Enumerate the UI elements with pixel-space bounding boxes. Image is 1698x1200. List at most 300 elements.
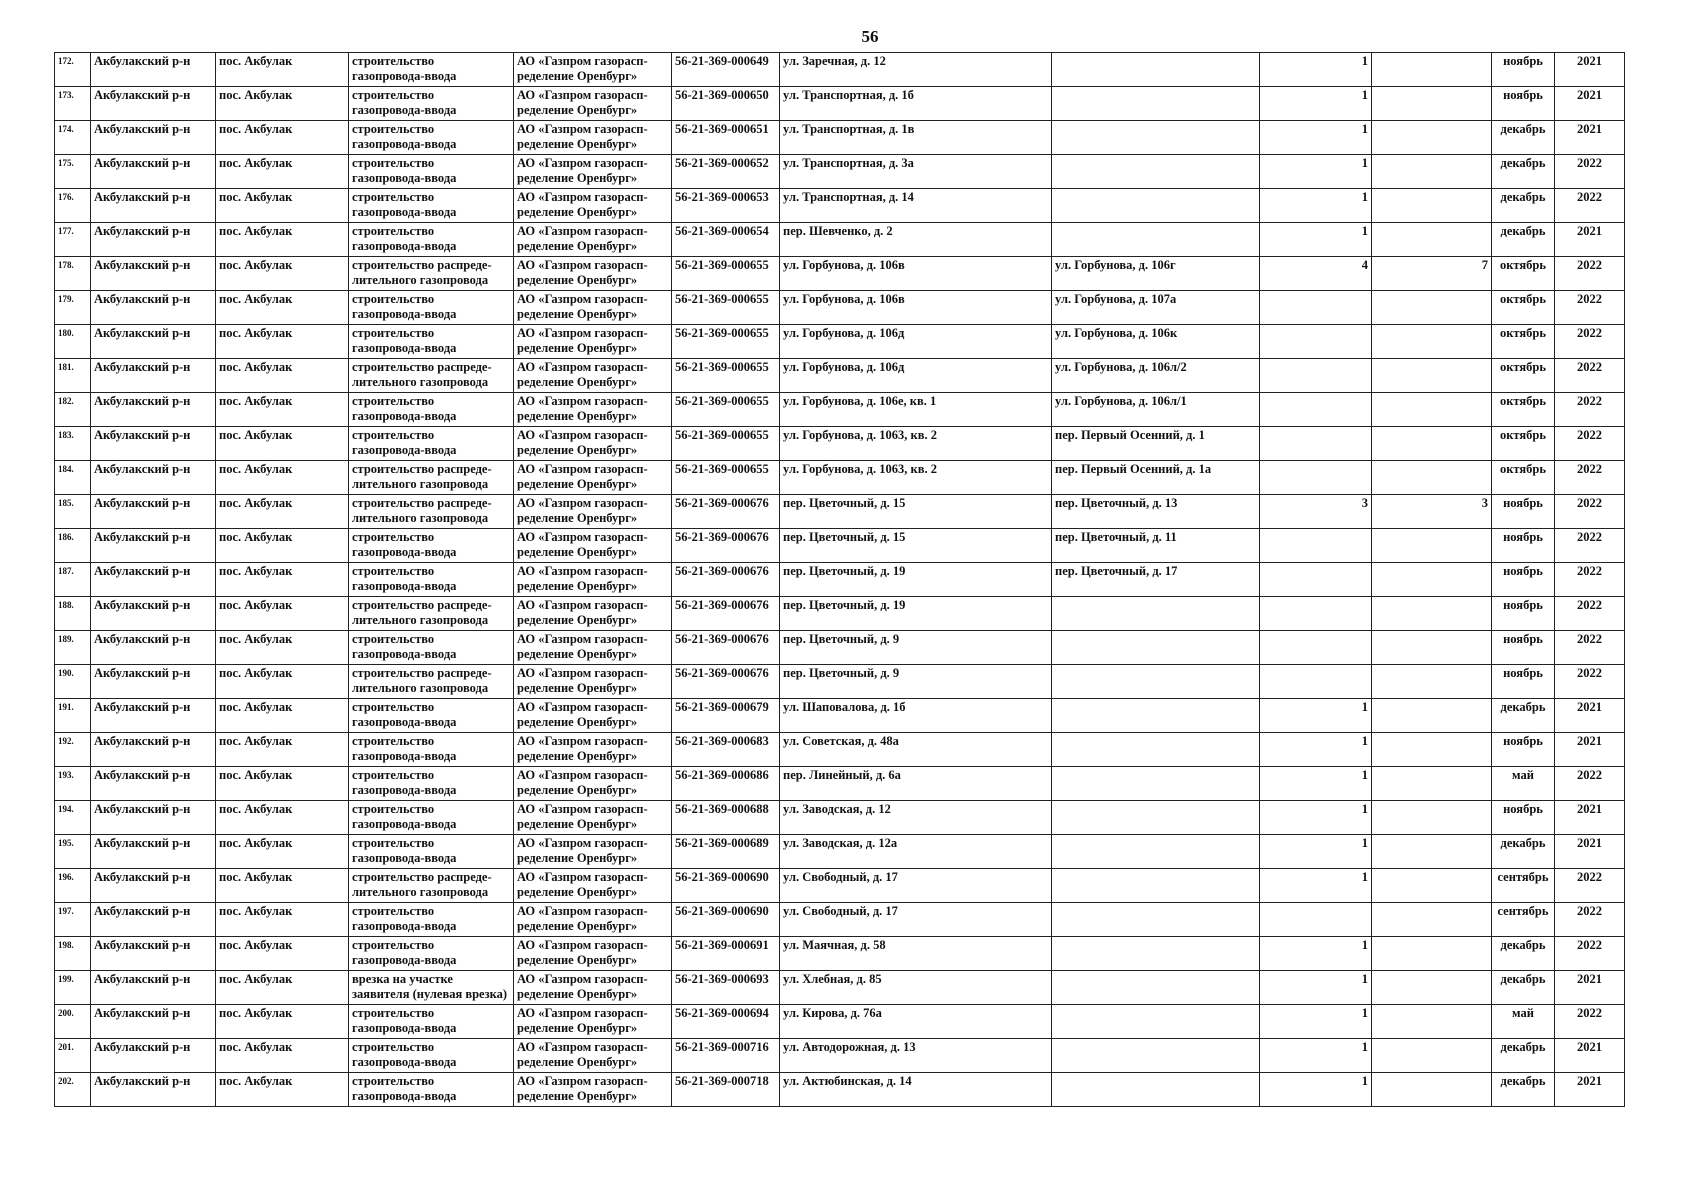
work-type-cell-line: строительство — [352, 1040, 435, 1054]
row-number: 182. — [55, 393, 91, 427]
object-code-cell: 56-21-369-000691 — [672, 937, 780, 971]
count1-cell — [1260, 529, 1372, 563]
district-cell: Акбулакский р-н — [91, 1005, 216, 1039]
organization-cell — [514, 699, 672, 733]
count2-cell — [1372, 189, 1492, 223]
address2-cell: пер. Цветочный, д. 11 — [1052, 529, 1260, 563]
organization-cell — [514, 563, 672, 597]
work-type-cell-line: строительство распреде- — [352, 496, 492, 510]
work-type-cell-line: газопровода-ввода — [352, 103, 457, 117]
month-cell: декабрь — [1492, 121, 1555, 155]
count1-cell: 3 — [1260, 495, 1372, 529]
organization-cell-line: ределение Оренбург» — [517, 307, 638, 321]
table-row — [55, 563, 1625, 597]
organization-cell-line: ределение Оренбург» — [517, 443, 638, 457]
work-type-cell-line: газопровода-ввода — [352, 307, 457, 321]
row-number: 180. — [55, 325, 91, 359]
work-type-cell — [349, 767, 514, 801]
organization-cell — [514, 495, 672, 529]
district-cell: Акбулакский р-н — [91, 53, 216, 87]
month-cell: ноябрь — [1492, 563, 1555, 597]
organization-cell-line: АО «Газпром газорасп- — [517, 734, 648, 748]
settlement-cell: пос. Акбулак — [216, 495, 349, 529]
object-code-cell: 56-21-369-000676 — [672, 597, 780, 631]
count2-cell — [1372, 155, 1492, 189]
organization-cell — [514, 801, 672, 835]
work-type-cell-line: строительство — [352, 802, 435, 816]
organization-cell-line: АО «Газпром газорасп- — [517, 258, 648, 272]
work-type-cell-line: строительство — [352, 564, 435, 578]
address-cell: ул. Транспортная, д. 1в — [780, 121, 1052, 155]
month-cell: декабрь — [1492, 835, 1555, 869]
organization-cell — [514, 87, 672, 121]
year-cell: 2021 — [1555, 971, 1625, 1005]
address2-cell — [1052, 1039, 1260, 1073]
table-row — [55, 189, 1625, 223]
district-cell: Акбулакский р-н — [91, 1073, 216, 1107]
count1-cell: 1 — [1260, 869, 1372, 903]
work-type-cell — [349, 359, 514, 393]
object-code-cell: 56-21-369-000653 — [672, 189, 780, 223]
organization-cell-line: АО «Газпром газорасп- — [517, 122, 648, 136]
work-type-cell-line: газопровода-ввода — [352, 851, 457, 865]
work-type-cell-line: газопровода-ввода — [352, 1055, 457, 1069]
work-type-cell-line: лительного газопровода — [352, 375, 489, 389]
row-number: 197. — [55, 903, 91, 937]
count2-cell — [1372, 971, 1492, 1005]
count2-cell — [1372, 597, 1492, 631]
month-cell: октябрь — [1492, 325, 1555, 359]
organization-cell — [514, 903, 672, 937]
count2-cell — [1372, 665, 1492, 699]
object-code-cell: 56-21-369-000694 — [672, 1005, 780, 1039]
organization-cell — [514, 325, 672, 359]
work-type-cell — [349, 1005, 514, 1039]
count2-cell — [1372, 801, 1492, 835]
settlement-cell: пос. Акбулак — [216, 223, 349, 257]
address-cell: ул. Горбунова, д. 106в — [780, 291, 1052, 325]
address2-cell: ул. Горбунова, д. 106г — [1052, 257, 1260, 291]
row-number: 185. — [55, 495, 91, 529]
work-type-cell-line: строительство — [352, 394, 435, 408]
work-type-cell-line: врезка на участке — [352, 972, 453, 986]
district-cell: Акбулакский р-н — [91, 937, 216, 971]
month-cell: декабрь — [1492, 971, 1555, 1005]
work-type-cell-line: строительство — [352, 122, 435, 136]
row-number: 199. — [55, 971, 91, 1005]
year-cell: 2022 — [1555, 1005, 1625, 1039]
object-code-cell: 56-21-369-000718 — [672, 1073, 780, 1107]
address2-cell — [1052, 801, 1260, 835]
address2-cell — [1052, 597, 1260, 631]
work-type-cell-line: строительство — [352, 88, 435, 102]
work-type-cell-line: газопровода-ввода — [352, 749, 457, 763]
work-type-cell-line: заявителя (нулевая врезка) — [352, 987, 508, 1001]
month-cell: октябрь — [1492, 257, 1555, 291]
organization-cell-line: ределение Оренбург» — [517, 783, 638, 797]
organization-cell-line: ределение Оренбург» — [517, 579, 638, 593]
work-type-cell-line: строительство — [352, 700, 435, 714]
district-cell: Акбулакский р-н — [91, 291, 216, 325]
work-type-cell — [349, 53, 514, 87]
row-number: 190. — [55, 665, 91, 699]
year-cell: 2022 — [1555, 937, 1625, 971]
work-type-cell — [349, 427, 514, 461]
organization-cell — [514, 359, 672, 393]
month-cell: ноябрь — [1492, 801, 1555, 835]
count1-cell: 1 — [1260, 87, 1372, 121]
month-cell: октябрь — [1492, 393, 1555, 427]
month-cell: сентябрь — [1492, 903, 1555, 937]
object-code-cell: 56-21-369-000655 — [672, 325, 780, 359]
organization-cell-line: ределение Оренбург» — [517, 341, 638, 355]
count2-cell — [1372, 563, 1492, 597]
month-cell: ноябрь — [1492, 597, 1555, 631]
work-type-cell — [349, 223, 514, 257]
address-cell: ул. Горбунова, д. 1063, кв. 2 — [780, 461, 1052, 495]
month-cell: ноябрь — [1492, 631, 1555, 665]
row-number: 194. — [55, 801, 91, 835]
address2-cell — [1052, 155, 1260, 189]
row-number: 200. — [55, 1005, 91, 1039]
object-code-cell: 56-21-369-000686 — [672, 767, 780, 801]
organization-cell-line: ределение Оренбург» — [517, 545, 638, 559]
organization-cell-line: АО «Газпром газорасп- — [517, 156, 648, 170]
organization-cell-line: АО «Газпром газорасп- — [517, 598, 648, 612]
address2-cell — [1052, 53, 1260, 87]
year-cell: 2022 — [1555, 767, 1625, 801]
row-number: 176. — [55, 189, 91, 223]
work-type-cell-line: газопровода-ввода — [352, 1089, 457, 1103]
address2-cell — [1052, 665, 1260, 699]
month-cell: декабрь — [1492, 223, 1555, 257]
organization-cell-line: ределение Оренбург» — [517, 851, 638, 865]
address-cell: ул. Заводская, д. 12 — [780, 801, 1052, 835]
organization-cell — [514, 223, 672, 257]
month-cell: октябрь — [1492, 461, 1555, 495]
page-number: 56 — [861, 27, 879, 46]
month-cell: октябрь — [1492, 359, 1555, 393]
organization-cell-line: ределение Оренбург» — [517, 919, 638, 933]
organization-cell-line: ределение Оренбург» — [517, 749, 638, 763]
row-number: 184. — [55, 461, 91, 495]
organization-cell-line: ределение Оренбург» — [517, 477, 638, 491]
object-code-cell: 56-21-369-000652 — [672, 155, 780, 189]
organization-cell — [514, 767, 672, 801]
work-type-cell — [349, 189, 514, 223]
work-type-cell-line: газопровода-ввода — [352, 579, 457, 593]
year-cell: 2022 — [1555, 529, 1625, 563]
district-cell: Акбулакский р-н — [91, 597, 216, 631]
address-cell: ул. Маячная, д. 58 — [780, 937, 1052, 971]
district-cell: Акбулакский р-н — [91, 903, 216, 937]
work-type-cell-line: строительство — [352, 734, 435, 748]
count1-cell: 1 — [1260, 155, 1372, 189]
district-cell: Акбулакский р-н — [91, 971, 216, 1005]
work-type-cell — [349, 325, 514, 359]
year-cell: 2022 — [1555, 495, 1625, 529]
work-type-cell-line: строительство — [352, 326, 435, 340]
year-cell: 2022 — [1555, 461, 1625, 495]
work-type-cell — [349, 257, 514, 291]
work-type-cell-line: газопровода-ввода — [352, 409, 457, 423]
count2-cell — [1372, 1039, 1492, 1073]
address-cell: ул. Транспортная, д. 3а — [780, 155, 1052, 189]
organization-cell-line: АО «Газпром газорасп- — [517, 360, 648, 374]
work-type-cell-line: газопровода-ввода — [352, 239, 457, 253]
organization-cell — [514, 529, 672, 563]
object-code-cell: 56-21-369-000716 — [672, 1039, 780, 1073]
district-cell: Акбулакский р-н — [91, 1039, 216, 1073]
settlement-cell: пос. Акбулак — [216, 733, 349, 767]
organization-cell-line: АО «Газпром газорасп- — [517, 1040, 648, 1054]
address-cell: ул. Актюбинская, д. 14 — [780, 1073, 1052, 1107]
work-type-cell-line: лительного газопровода — [352, 681, 489, 695]
settlement-cell: пос. Акбулак — [216, 53, 349, 87]
address-cell: ул. Советская, д. 48а — [780, 733, 1052, 767]
year-cell: 2022 — [1555, 427, 1625, 461]
object-code-cell: 56-21-369-000676 — [672, 563, 780, 597]
row-number: 186. — [55, 529, 91, 563]
organization-cell — [514, 1073, 672, 1107]
year-cell: 2021 — [1555, 223, 1625, 257]
organization-cell-line: АО «Газпром газорасп- — [517, 394, 648, 408]
count2-cell — [1372, 529, 1492, 563]
organization-cell-line: АО «Газпром газорасп- — [517, 190, 648, 204]
work-type-cell-line: газопровода-ввода — [352, 647, 457, 661]
object-code-cell: 56-21-369-000689 — [672, 835, 780, 869]
year-cell: 2022 — [1555, 155, 1625, 189]
organization-cell-line: ределение Оренбург» — [517, 511, 638, 525]
address2-cell — [1052, 903, 1260, 937]
year-cell: 2021 — [1555, 801, 1625, 835]
organization-cell-line: ределение Оренбург» — [517, 715, 638, 729]
count2-cell — [1372, 1005, 1492, 1039]
organization-cell-line: АО «Газпром газорасп- — [517, 496, 648, 510]
year-cell: 2022 — [1555, 597, 1625, 631]
count1-cell: 1 — [1260, 937, 1372, 971]
table-row — [55, 461, 1625, 495]
year-cell: 2022 — [1555, 563, 1625, 597]
month-cell: ноябрь — [1492, 53, 1555, 87]
month-cell: октябрь — [1492, 291, 1555, 325]
address2-cell — [1052, 733, 1260, 767]
address-cell: пер. Цветочный, д. 15 — [780, 495, 1052, 529]
table-row — [55, 801, 1625, 835]
organization-cell — [514, 257, 672, 291]
count1-cell: 1 — [1260, 121, 1372, 155]
work-type-cell-line: газопровода-ввода — [352, 953, 457, 967]
object-code-cell: 56-21-369-000690 — [672, 903, 780, 937]
address2-cell — [1052, 121, 1260, 155]
organization-cell-line: АО «Газпром газорасп- — [517, 224, 648, 238]
work-type-cell — [349, 1039, 514, 1073]
object-code-cell: 56-21-369-000655 — [672, 461, 780, 495]
table-row — [55, 631, 1625, 665]
object-code-cell: 56-21-369-000651 — [672, 121, 780, 155]
row-number: 193. — [55, 767, 91, 801]
row-number: 202. — [55, 1073, 91, 1107]
address2-cell — [1052, 189, 1260, 223]
table-row — [55, 1005, 1625, 1039]
row-number: 177. — [55, 223, 91, 257]
row-number: 172. — [55, 53, 91, 87]
address-cell: ул. Горбунова, д. 106е, кв. 1 — [780, 393, 1052, 427]
work-type-cell-line: газопровода-ввода — [352, 919, 457, 933]
count2-cell — [1372, 835, 1492, 869]
organization-cell — [514, 189, 672, 223]
district-cell: Акбулакский р-н — [91, 699, 216, 733]
settlement-cell: пос. Акбулак — [216, 1039, 349, 1073]
work-type-cell-line: лительного газопровода — [352, 885, 489, 899]
row-number: 174. — [55, 121, 91, 155]
work-type-cell — [349, 393, 514, 427]
organization-cell — [514, 971, 672, 1005]
year-cell: 2021 — [1555, 87, 1625, 121]
row-number: 188. — [55, 597, 91, 631]
district-cell: Акбулакский р-н — [91, 359, 216, 393]
work-type-cell — [349, 291, 514, 325]
address2-cell — [1052, 1073, 1260, 1107]
table-row — [55, 835, 1625, 869]
work-type-cell — [349, 631, 514, 665]
organization-cell — [514, 121, 672, 155]
object-code-cell: 56-21-369-000690 — [672, 869, 780, 903]
work-type-cell — [349, 869, 514, 903]
organization-cell-line: АО «Газпром газорасп- — [517, 564, 648, 578]
work-type-cell — [349, 155, 514, 189]
count2-cell — [1372, 461, 1492, 495]
organization-cell — [514, 155, 672, 189]
object-code-cell: 56-21-369-000655 — [672, 393, 780, 427]
row-number: 179. — [55, 291, 91, 325]
table-row — [55, 257, 1625, 291]
object-code-cell: 56-21-369-000655 — [672, 427, 780, 461]
count2-cell — [1372, 291, 1492, 325]
table-row — [55, 971, 1625, 1005]
district-cell: Акбулакский р-н — [91, 257, 216, 291]
address-cell: пер. Цветочный, д. 19 — [780, 563, 1052, 597]
organization-cell — [514, 869, 672, 903]
count2-cell: 3 — [1372, 495, 1492, 529]
district-cell: Акбулакский р-н — [91, 87, 216, 121]
work-type-cell-line: строительство распреде- — [352, 598, 492, 612]
organization-cell-line: АО «Газпром газорасп- — [517, 802, 648, 816]
settlement-cell: пос. Акбулак — [216, 189, 349, 223]
year-cell: 2022 — [1555, 665, 1625, 699]
address2-cell — [1052, 223, 1260, 257]
count1-cell — [1260, 393, 1372, 427]
organization-cell — [514, 1039, 672, 1073]
work-type-cell-line: газопровода-ввода — [352, 69, 457, 83]
settlement-cell: пос. Акбулак — [216, 359, 349, 393]
work-type-cell — [349, 597, 514, 631]
organization-cell — [514, 1005, 672, 1039]
work-type-cell — [349, 87, 514, 121]
count1-cell: 1 — [1260, 971, 1372, 1005]
work-type-cell — [349, 665, 514, 699]
work-type-cell — [349, 529, 514, 563]
address-cell: ул. Автодорожная, д. 13 — [780, 1039, 1052, 1073]
work-type-cell-line: строительство — [352, 632, 435, 646]
year-cell: 2021 — [1555, 1073, 1625, 1107]
table-row — [55, 291, 1625, 325]
count2-cell — [1372, 937, 1492, 971]
table-row — [55, 121, 1625, 155]
work-type-cell — [349, 903, 514, 937]
organization-cell-line: АО «Газпром газорасп- — [517, 54, 648, 68]
organization-cell — [514, 291, 672, 325]
organization-cell — [514, 631, 672, 665]
address-cell: ул. Свободный, д. 17 — [780, 903, 1052, 937]
address2-cell — [1052, 937, 1260, 971]
address-cell: ул. Заречная, д. 12 — [780, 53, 1052, 87]
table-row — [55, 87, 1625, 121]
organization-cell — [514, 835, 672, 869]
work-type-cell-line: строительство — [352, 292, 435, 306]
year-cell: 2021 — [1555, 1039, 1625, 1073]
organization-cell — [514, 665, 672, 699]
table-row — [55, 495, 1625, 529]
work-type-cell-line: строительство распреде- — [352, 666, 492, 680]
row-number: 192. — [55, 733, 91, 767]
count1-cell: 1 — [1260, 223, 1372, 257]
table-row — [55, 529, 1625, 563]
work-type-cell — [349, 495, 514, 529]
year-cell: 2022 — [1555, 359, 1625, 393]
row-number: 201. — [55, 1039, 91, 1073]
address-cell: ул. Транспортная, д. 14 — [780, 189, 1052, 223]
year-cell: 2021 — [1555, 121, 1625, 155]
settlement-cell: пос. Акбулак — [216, 427, 349, 461]
object-code-cell: 56-21-369-000676 — [672, 495, 780, 529]
address-cell: пер. Цветочный, д. 15 — [780, 529, 1052, 563]
work-type-cell — [349, 699, 514, 733]
organization-cell-line: ределение Оренбург» — [517, 375, 638, 389]
work-type-cell-line: газопровода-ввода — [352, 715, 457, 729]
work-type-cell-line: строительство — [352, 836, 435, 850]
organization-cell-line: АО «Газпром газорасп- — [517, 632, 648, 646]
object-code-cell: 56-21-369-000676 — [672, 529, 780, 563]
address2-cell: ул. Горбунова, д. 106к — [1052, 325, 1260, 359]
object-code-cell: 56-21-369-000676 — [672, 631, 780, 665]
settlement-cell: пос. Акбулак — [216, 597, 349, 631]
organization-cell-line: АО «Газпром газорасп- — [517, 904, 648, 918]
address-cell: ул. Кирова, д. 76а — [780, 1005, 1052, 1039]
work-type-cell-line: газопровода-ввода — [352, 817, 457, 831]
organization-cell — [514, 427, 672, 461]
table-row — [55, 1039, 1625, 1073]
settlement-cell: пос. Акбулак — [216, 155, 349, 189]
object-code-cell: 56-21-369-000683 — [672, 733, 780, 767]
address2-cell — [1052, 835, 1260, 869]
table-row — [55, 733, 1625, 767]
month-cell: декабрь — [1492, 189, 1555, 223]
organization-cell-line: ределение Оренбург» — [517, 137, 638, 151]
month-cell: ноябрь — [1492, 495, 1555, 529]
work-type-cell-line: газопровода-ввода — [352, 545, 457, 559]
district-cell: Акбулакский р-н — [91, 189, 216, 223]
count1-cell — [1260, 597, 1372, 631]
year-cell: 2021 — [1555, 53, 1625, 87]
work-type-cell-line: строительство — [352, 428, 435, 442]
district-cell: Акбулакский р-н — [91, 155, 216, 189]
month-cell: декабрь — [1492, 937, 1555, 971]
row-number: 183. — [55, 427, 91, 461]
organization-cell — [514, 461, 672, 495]
month-cell: декабрь — [1492, 1073, 1555, 1107]
count1-cell — [1260, 903, 1372, 937]
